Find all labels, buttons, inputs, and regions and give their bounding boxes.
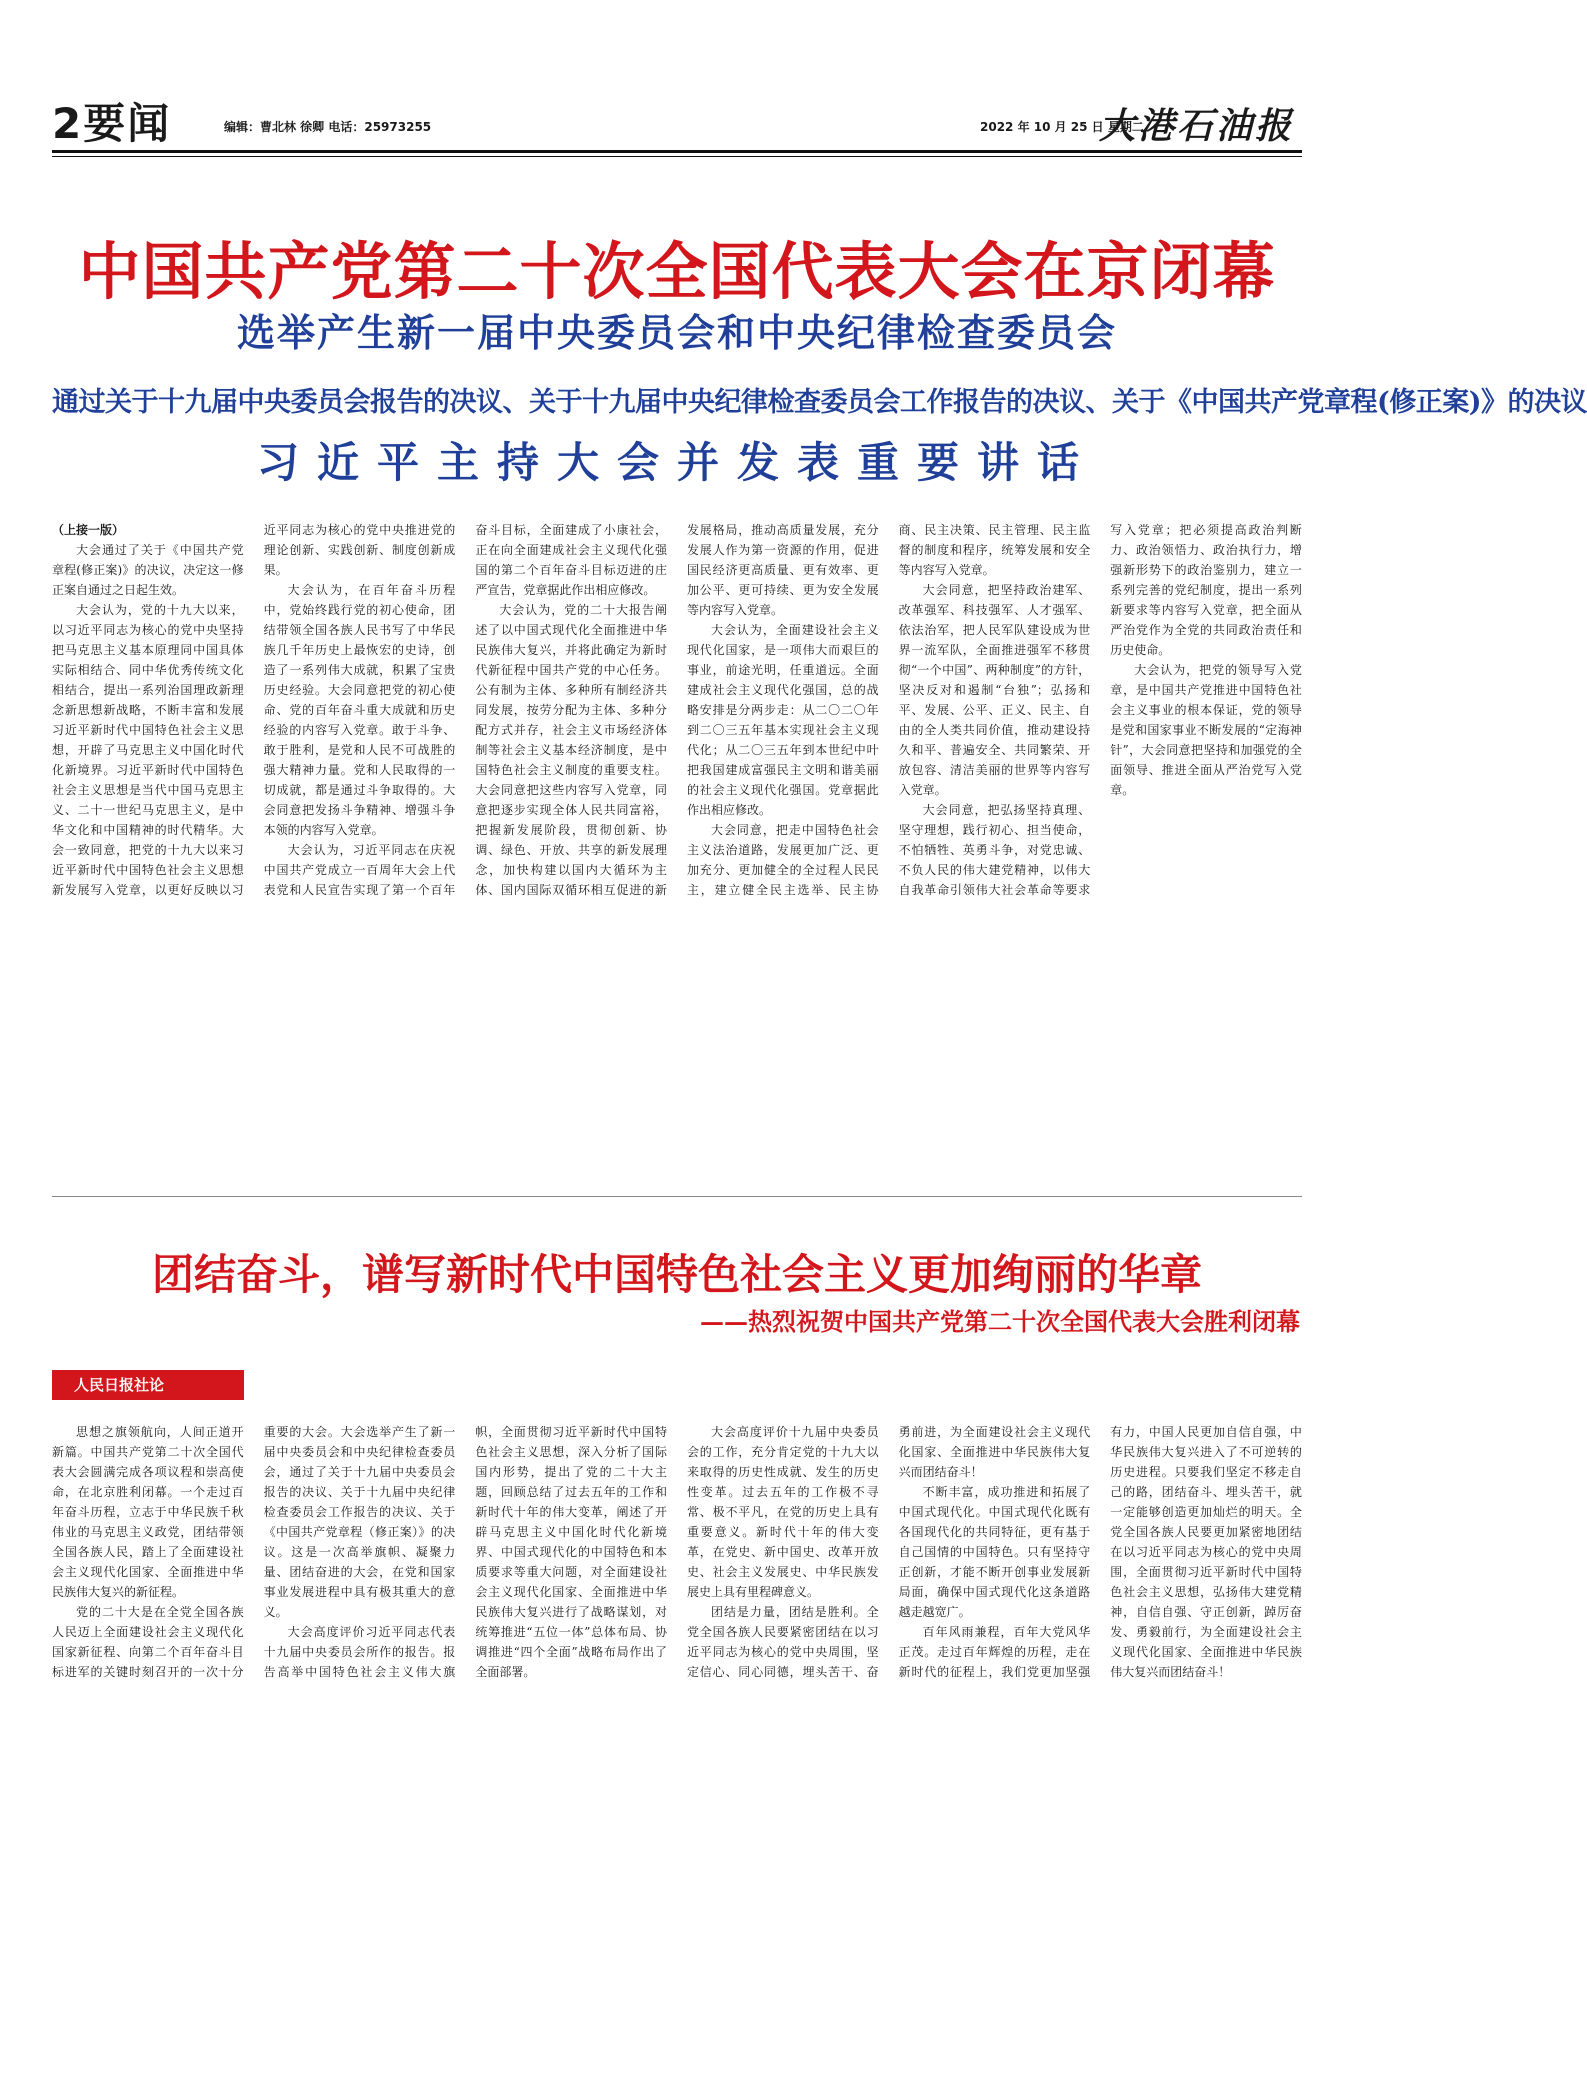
editorial-subheadline: ——热烈祝贺中国共产党第二十次全国代表大会胜利闭幕 <box>700 1307 1300 1336</box>
page-number-section: 2要闻 <box>52 99 172 148</box>
sub-headline: 选举产生新一届中央委员会和中央纪律检查委员会 <box>236 311 1117 355</box>
editorial-paragraph: 思想之旗领航向，人间正道开新篇。中国共产党第二十次全国代表大会圆满完成各项议程和崇高使命，在北京胜利闭幕。一个走过百年奋斗历程，立志于中华民族千秋伟业的马克思主义政党，团结带领全国各族人民，踏上了全面建设社会主义现代化国家、全面推进中华民族伟大复兴的新征程。 <box>52 1425 244 1599</box>
issue-date: 2022 年 10 月 25 日 星期二 <box>980 120 1144 134</box>
article-body-congress <box>52 520 1302 1180</box>
editorial-paragraph: 团结是力量，团结是胜利。全党全国各族人民要紧密团结在以习近平同志为核心的党中央周围，坚定信心、同心同德，埋头苦干、奋勇前进，为全面建设社会主义现代化国家、全面推进中华民族伟大复兴而团结奋斗！ <box>686 1425 1091 1679</box>
article-paragraph: 大会认为，把党的领导写入党章，是中国共产党推进中国特色社会主义事业的根本保证，党的领导是党和国家事业不断发展的“定海神针”，大会同意把坚持和加强党的全面领导、推进全面从严治党写入党章。 <box>1110 663 1302 797</box>
editorial-column-label: 人民日报社论 <box>52 1370 244 1400</box>
article-paragraph: 大会同意，把弘扬坚持真理、坚守理想，践行初心、担当使命，不怕牺牲、英勇斗争，对党忠诚、不负人民的伟大建党精神，以伟大自我革命引领伟大社会革命等要求写入党章；把必须提高政治判断力、政治领悟力、政治执行力，增强新形势下的政治鉴别力，建立一系列完善的党纪制度，提出一系列新要求等内容写入党章，把全面从严治党作为全党的共同政治责任和历史使命。 <box>898 523 1302 897</box>
article-paragraph: 大会认为，习近平同志在庆祝中国共产党成立一百周年大会上代表党和人民宣告实现了第一个百年奋斗目标，全面建成了小康社会，正在向全面建成社会主义现代化强国的第二个百年奋斗目标迈进的庄严宣告，党章据此作出相应修改。 <box>263 523 667 897</box>
editorial-paragraph: 大会高度评价习近平同志代表十九届中央委员会所作的报告。报告高举中国特色社会主义伟大旗帜，全面贯彻习近平新时代中国特色社会主义思想，深入分析了国际国内形势，提出了党的二十大主题，回顾总结了过去五年的工作和新时代十年的伟大变革，阐述了开辟马克思主义中国化时代化新境界、中国式现代化的中国特色和本质要求等重大问题，对全面建设社会主义现代化国家、全面推进中华民族伟大复兴进行了战略谋划，对统筹推进“五位一体”总体布局、协调推进“四个全面”战略布局作出了全面部署。 <box>263 1425 667 1679</box>
continued-tag: （上接一版） <box>52 523 125 537</box>
editorial-paragraph: 百年风雨兼程，百年大党风华正茂。走过百年辉煌的历程，走在新时代的征程上，我们党更加坚强有力，中国人民更加自信自强，中华民族伟大复兴进入了不可逆转的历史进程。只要我们坚定不移走自己的路，团结奋斗、埋头苦干，就一定能够创造更加灿烂的明天。全党全国各族人民要更加紧密地团结在以习近平同志为核心的党中央周围，全面贯彻习近平新时代中国特色社会主义思想，弘扬伟大建党精神，自信自强、守正创新，踔厉奋发、勇毅前行，为全面建设社会主义现代化国家、全面推进中华民族伟大复兴而团结奋斗！ <box>898 1425 1302 1679</box>
page-header <box>52 100 1300 148</box>
decisions-headline: 通过关于十九届中央委员会报告的决议、关于十九届中央纪律检查委员会工作报告的决议、关于《中国共产党章程(修正案)》的决议 <box>52 387 1587 418</box>
article-paragraph: 大会认为，党的十九大以来，以习近平同志为核心的党中央坚持把马克思主义基本原理同中国具体实际相结合、同中华优秀传统文化相结合，提出一系列治国理政新理念新思想新战略，不断丰富和发展习近平新时代中国特色社会主义思想，开辟了马克思主义中国化时代化新境界。习近平新时代中国特色社会主义思想是当代中国马克思主义、二十一世纪马克思主义，是中华文化和中国精神的时代精华。大会一致同意，把党的十九大以来习近平新时代中国特色社会主义思想新发展写入党章，以更好反映以习近平同志为核心的党中央推进党的理论创新、实践创新、制度创新成果。 <box>52 523 456 897</box>
article-paragraph: 大会认为，全面建设社会主义现代化国家，是一项伟大而艰巨的事业，前途光明，任重道远。全面建成社会主义现代化强国，总的战略安排是分两步走：从二〇二〇年到二〇三五年基本实现社会主义现代化；从二〇三五年到本世纪中叶把我国建成富强民主文明和谐美丽的社会主义现代化强国。党章据此作出相应修改。 <box>686 623 879 817</box>
editorial-paragraph: 大会高度评价十九届中央委员会的工作，充分肯定党的十九大以来取得的历史性成就、发生的历史性变革。过去五年的工作极不寻常、极不平凡，在党的历史上具有重要意义。新时代十年的伟大变革，在党史、新中国史、改革开放史、社会主义发展史、中华民族发展史上具有里程碑意义。 <box>686 1425 879 1599</box>
header-rule-thin <box>52 156 1302 157</box>
article-paragraph: 大会通过了关于《中国共产党章程(修正案)》的决议，决定这一修正案自通过之日起生效。 <box>52 543 244 597</box>
editorial-body <box>52 1422 1302 2082</box>
presided-headline: 习近平主持大会并发表重要讲话 <box>256 438 1097 487</box>
main-headline: 中国共产党第二十次全国代表大会在京闭幕 <box>78 235 1276 308</box>
article-paragraph: 大会同意，把走中国特色社会主义法治道路，发展更加广泛、更加充分、更加健全的全过程人民民主，建立健全民主选举、民主协商、民主决策、民主管理、民主监督的制度和程序，统筹发展和安全等内容写入党章。 <box>686 523 1091 897</box>
editor-line: 编辑：曹北林 徐卿 电话：25973255 <box>224 120 432 134</box>
editorial-paragraph: 党的二十大是在全党全国各族人民迈上全面建设社会主义现代化国家新征程、向第二个百年奋斗目标进军的关键时刻召开的一次十分重要的大会。大会选举产生了新一届中央委员会和中央纪律检查委员会，通过了关于十九届中央委员会报告的决议、关于十九届中央纪律检查委员会工作报告的决议、关于《中国共产党章程（修正案）》的决议。这是一次高举旗帜、凝聚力量、团结奋进的大会，在党和国家事业发展进程中具有极其重大的意义。 <box>52 1425 456 1679</box>
newspaper-masthead: 大港石油报 <box>1098 105 1294 147</box>
article-paragraph: 大会同意，把坚持政治建军、改革强军、科技强军、人才强军、依法治军，把人民军队建设成为世界一流军队，全面推进强军不移贯彻“一个中国”、两种制度”的方针，坚决反对和遏制“台独”；弘扬和平、发展、公平、正义、民主、自由的全人类共同价值，推动建设持久和平、普遍安全、共同繁荣、开放包容、清洁美丽的世界等内容写入党章。 <box>898 583 1091 797</box>
editorial-headline: 团结奋斗，谱写新时代中国特色社会主义更加绚丽的华章 <box>151 1250 1202 1299</box>
article-paragraph: 大会认为，党的二十大报告阐述了以中国式现代化全面推进中华民族伟大复兴，并将此确定为新时代新征程中国共产党的中心任务。公有制为主体、多种所有制经济共同发展，按劳分配为主体、多种分配方式并存，社会主义市场经济体制等社会主义基本经济制度，是中国特色社会主义制度的重要支柱。大会同意把这些内容写入党章，同意把逐步实现全体人民共同富裕，把握新发展阶段，贯彻创新、协调、绿色、开放、共享的新发展理念，加快构建以国内大循环为主体、国内国际双循环相互促进的新发展格局，推动高质量发展，充分发展人作为第一资源的作用，促进国民经济更高质量、更有效率、更加公平、更可持续、更为安全发展等内容写入党章。 <box>475 523 879 897</box>
editorial-paragraph: 不断丰富，成功推进和拓展了中国式现代化。中国式现代化既有各国现代化的共同特征，更有基于自己国情的中国特色。只有坚持守正创新，才能不断开创事业发展新局面，确保中国式现代化这条道路越走越宽广。 <box>898 1485 1091 1619</box>
section-divider <box>52 1196 1302 1197</box>
header-rule-thick <box>52 150 1302 153</box>
article-paragraph: 大会认为，在百年奋斗历程中，党始终践行党的初心使命，团结带领全国各族人民书写了中华民族几千年历史上最恢宏的史诗，创造了一系列伟大成就，积累了宝贵历史经验。大会同意把党的初心使命、党的百年奋斗重大成就和历史经验的内容写入党章。敢于斗争、敢于胜利，是党和人民不可战胜的强大精神力量。党和人民取得的一切成就，都是通过斗争取得的。大会同意把发扬斗争精神、增强斗争本领的内容写入党章。 <box>263 583 456 837</box>
